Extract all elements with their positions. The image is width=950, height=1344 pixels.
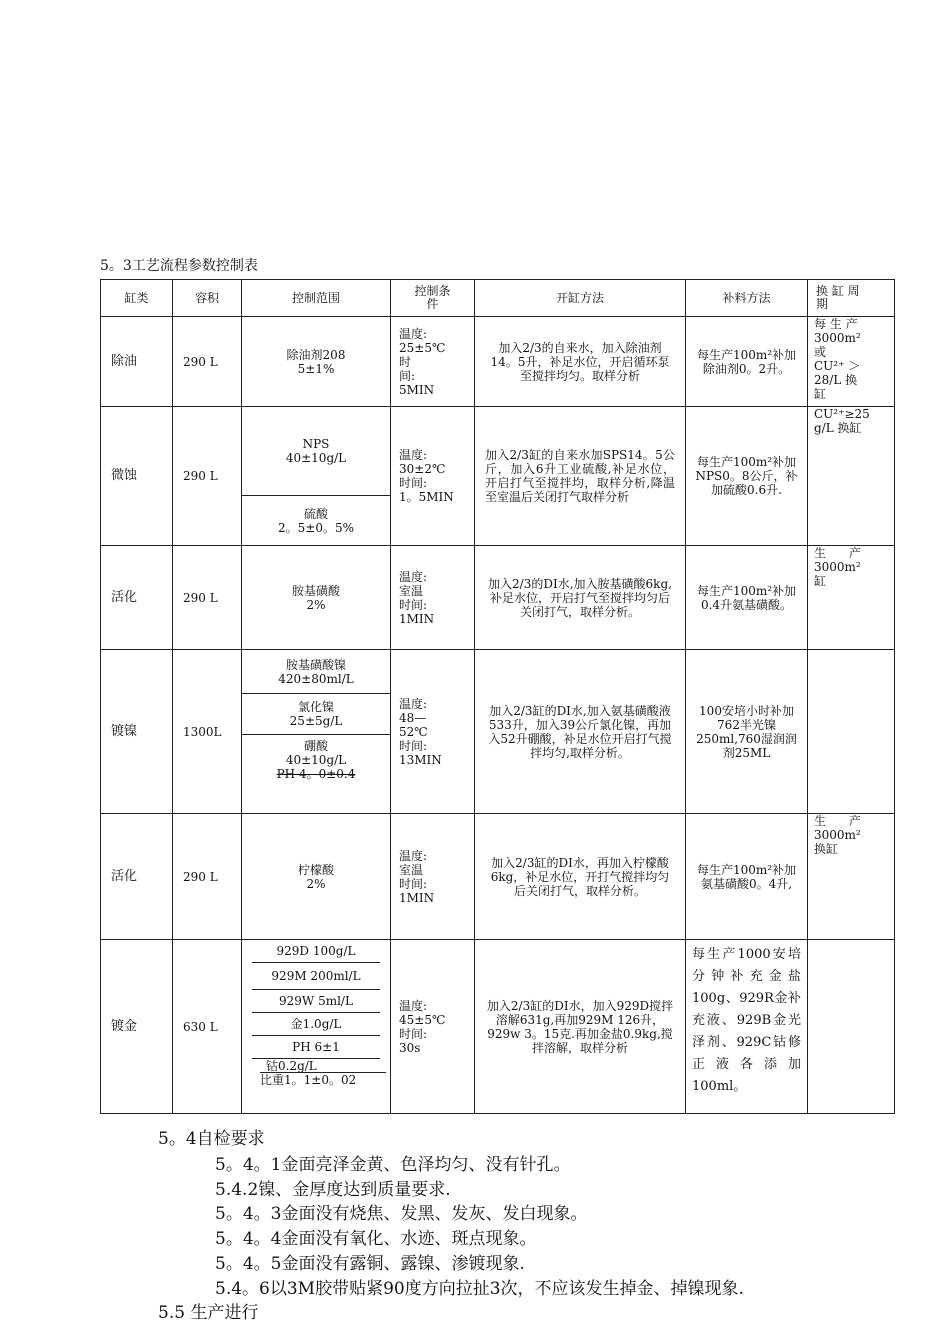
open-method: 加入2/3缸的DI水,加入氨基磺酸液533升，加入39公斤氯化镍，再加入52升硼酸，补足水位开启打气搅拌均匀,取样分析。 xyxy=(475,650,686,814)
cycle-line: 缸 xyxy=(814,574,827,588)
range-line: PH 6±1 xyxy=(292,1040,340,1054)
check-item: 5。4。4金面没有氧化、水迹、斑点现象。 xyxy=(215,1229,537,1249)
open-method: 加入2/3缸的DI水，加入929D搅拌溶解631g,再加929M 126升， 929w 3。15克.再加金盐0.9kg,搅拌溶解，取样分析 xyxy=(475,940,686,1114)
change-cycle xyxy=(808,317,895,407)
tank-volume: 290 L xyxy=(173,407,242,546)
control-condition xyxy=(391,317,475,407)
cycle-line: 生 产 xyxy=(814,814,861,828)
cond-line: 温度: xyxy=(399,448,428,462)
header-cycle-line2: 期 xyxy=(816,297,829,311)
header-method: 开缸方法 xyxy=(475,280,686,317)
control-range xyxy=(242,407,391,546)
control-range xyxy=(242,650,391,814)
cycle-line: 28/L 换 xyxy=(814,373,858,387)
cond-line: 13MIN xyxy=(399,752,442,767)
cond-line: 时间: xyxy=(399,476,428,490)
range-line: 2。5±0。5% xyxy=(278,520,354,535)
supply-method: 每生产100m²补加0.4升氨基磺酸。 xyxy=(686,546,808,650)
cond-line: 温度: xyxy=(399,569,428,584)
tank-volume: 290 L xyxy=(173,546,242,650)
cycle-line: 或 xyxy=(814,345,827,359)
cond-line: 时间: xyxy=(399,876,428,891)
control-condition xyxy=(391,650,475,814)
tank-volume: 1300L xyxy=(173,650,242,814)
cycle-line: CU²⁺ ＞ xyxy=(814,359,861,373)
control-condition xyxy=(391,814,475,940)
tank-name: 活化 xyxy=(101,546,173,650)
open-method: 加入2/3的DI水,加入胺基磺酸6kg,补足水位，开启打气至搅拌均匀后关闭打气，取样分析。 xyxy=(475,546,686,650)
supply-method: 每生产100m²补加氨基磺酸0。4升, xyxy=(686,814,808,940)
range-line: 柠檬酸 xyxy=(297,862,334,877)
range-line: NPS xyxy=(302,437,330,451)
section-heading-self-check: 5。4自检要求 xyxy=(158,1129,265,1149)
cond-line: 1MIN xyxy=(399,890,435,905)
cond-line: 48— xyxy=(399,710,427,725)
cycle-line: 每 生 产 xyxy=(814,317,858,331)
cond-line: 室温 xyxy=(399,583,424,598)
open-method: 加入2/3缸的DI水，再加入柠檬酸6kg，补足水位，开打气搅拌均匀后关闭打气，取样分析。 xyxy=(475,814,686,940)
table-row xyxy=(101,940,895,1114)
cond-line: 45±5℃ xyxy=(399,1012,446,1027)
cond-line: 间: xyxy=(399,368,416,383)
tank-name: 活化 xyxy=(101,814,173,940)
cycle-line: 换缸 xyxy=(814,842,839,856)
cycle-line: 生 产 xyxy=(814,546,861,560)
open-method: 加入2/3缸的自来水加SPS14。5公斤，加入6升工业硫酸,补足水位，开启打气至搅拌均，取样分析,降温至室温后关闭打气取样分析 xyxy=(475,407,686,546)
cond-line: 时间: xyxy=(399,1026,428,1041)
cond-line: 5MIN xyxy=(399,382,435,397)
header-cycle xyxy=(808,280,895,317)
tank-name: 镀镍 xyxy=(101,650,173,814)
table-row xyxy=(101,407,895,546)
header-range: 控制范围 xyxy=(242,280,391,317)
open-method: 加入2/3的自来水，加入除油剂14。5升，补足水位，开启循环泵至搅拌均匀。取样分析 xyxy=(475,317,686,407)
table-title: 5。3工艺流程参数控制表 xyxy=(100,258,258,274)
range-line: 硼酸 xyxy=(303,739,328,753)
tank-name: 微蚀 xyxy=(101,407,173,546)
range-line: 5±1% xyxy=(297,361,335,376)
control-range xyxy=(242,546,391,650)
control-range xyxy=(242,317,391,407)
cond-line: 温度: xyxy=(399,998,428,1013)
range-line: 929M 200ml/L xyxy=(271,969,361,983)
cycle-line: 3000m² xyxy=(814,560,861,574)
tank-name: 除油 xyxy=(101,317,173,407)
change-cycle xyxy=(808,407,895,546)
table-row xyxy=(101,814,895,940)
cycle-line: CU²⁺≥25 xyxy=(814,407,870,421)
cond-line: 温度: xyxy=(399,326,428,341)
section-heading-production: 5.5 生产进行 xyxy=(158,1303,259,1323)
range-line: 2% xyxy=(306,597,326,612)
range-line: 氯化镍 xyxy=(297,700,334,714)
header-condition-line1: 控制条 xyxy=(414,284,451,298)
cond-line: 1。5MIN xyxy=(399,490,454,504)
header-condition-line2: 件 xyxy=(426,297,439,311)
change-cycle xyxy=(808,650,895,814)
supply-method: 每生产100m²补加NPS0。8公斤，补加硫酸0.6升. xyxy=(686,407,808,546)
range-line-struck: PH 4。0±0.4 xyxy=(276,767,356,781)
table-row xyxy=(101,650,895,814)
cond-line: 1MIN xyxy=(399,611,435,626)
table-row xyxy=(101,317,895,407)
range-line: 除油剂208 xyxy=(286,347,346,362)
range-line: 胺基磺酸 xyxy=(291,583,340,598)
range-line: 金1.0g/L xyxy=(290,1017,342,1031)
header-tank: 缸类 xyxy=(101,280,173,317)
control-condition xyxy=(391,407,475,546)
cond-line: 室温 xyxy=(399,862,424,877)
table-header-row xyxy=(101,280,895,317)
supply-method: 每生产100m²补加除油剂0。2升。 xyxy=(686,317,808,407)
control-condition xyxy=(391,546,475,650)
tank-name: 镀金 xyxy=(101,940,173,1114)
change-cycle xyxy=(808,546,895,650)
cond-line: 30s xyxy=(399,1040,421,1055)
header-volume: 容积 xyxy=(173,280,242,317)
cycle-line: 缸 xyxy=(814,387,827,401)
cycle-line: 3000m² xyxy=(814,828,861,842)
cond-line: 时 xyxy=(399,354,412,369)
cycle-line: 3000m² xyxy=(814,331,861,345)
header-cycle-line1: 换 缸 周 xyxy=(816,284,860,298)
cond-line: 时间: xyxy=(399,738,428,753)
range-line: 40±10g/L xyxy=(285,451,347,465)
range-line: 40±10g/L xyxy=(285,753,347,767)
cond-line: 52℃ xyxy=(399,724,428,739)
cycle-line: g/L 换缸 xyxy=(814,421,862,435)
control-condition xyxy=(391,940,475,1114)
control-range xyxy=(242,814,391,940)
range-line: 929D 100g/L xyxy=(276,944,356,958)
cond-line: 温度: xyxy=(399,848,428,863)
range-line: 胺基磺酸镍 xyxy=(285,657,346,672)
range-line: 420±80ml/L xyxy=(278,671,354,686)
supply-method: 100安培小时补加762半光镍250ml,760湿润润剂25ML xyxy=(686,650,808,814)
check-item: 5。4。1金面亮泽金黄、色泽均匀、没有针孔。 xyxy=(215,1155,571,1175)
check-item: 5。4。3金面没有烧焦、发黑、发灰、发白现象。 xyxy=(215,1204,588,1224)
tank-volume: 290 L xyxy=(173,317,242,407)
cond-line: 温度: xyxy=(399,696,428,711)
control-range xyxy=(242,940,391,1114)
range-line: 2% xyxy=(306,876,326,891)
check-item: 5.4。6以3M胶带贴紧90度方向拉扯3次，不应该发生掉金、掉镍现象. xyxy=(215,1279,744,1299)
range-line: 硫酸 xyxy=(303,506,328,521)
header-condition xyxy=(391,280,475,317)
range-line: 929W 5ml/L xyxy=(279,994,353,1008)
range-line: 钴0.2g/L xyxy=(266,1059,317,1073)
range-line: 25±5g/L xyxy=(289,714,343,728)
tank-volume: 290 L xyxy=(173,814,242,940)
change-cycle xyxy=(808,940,895,1114)
table-row xyxy=(101,546,895,650)
check-item: 5.4.2镍、金厚度达到质量要求. xyxy=(215,1180,451,1200)
check-item: 5。4。5金面没有露铜、露镍、渗镀现象. xyxy=(215,1254,525,1274)
tank-volume: 630 L xyxy=(173,940,242,1114)
cond-line: 25±5℃ xyxy=(399,340,446,355)
change-cycle xyxy=(808,814,895,940)
supply-method: 每生产1000安培分钟补充金盐100g、929R金补充液、929B金光泽剂、929C钴修正液各添加100ml。 xyxy=(686,940,808,1114)
process-parameter-table xyxy=(100,279,895,1114)
cond-line: 30±2℃ xyxy=(399,462,446,476)
header-supply: 补料方法 xyxy=(686,280,808,317)
cond-line: 时间: xyxy=(399,597,428,612)
range-line: 比重1。1±0。02 xyxy=(260,1072,386,1087)
